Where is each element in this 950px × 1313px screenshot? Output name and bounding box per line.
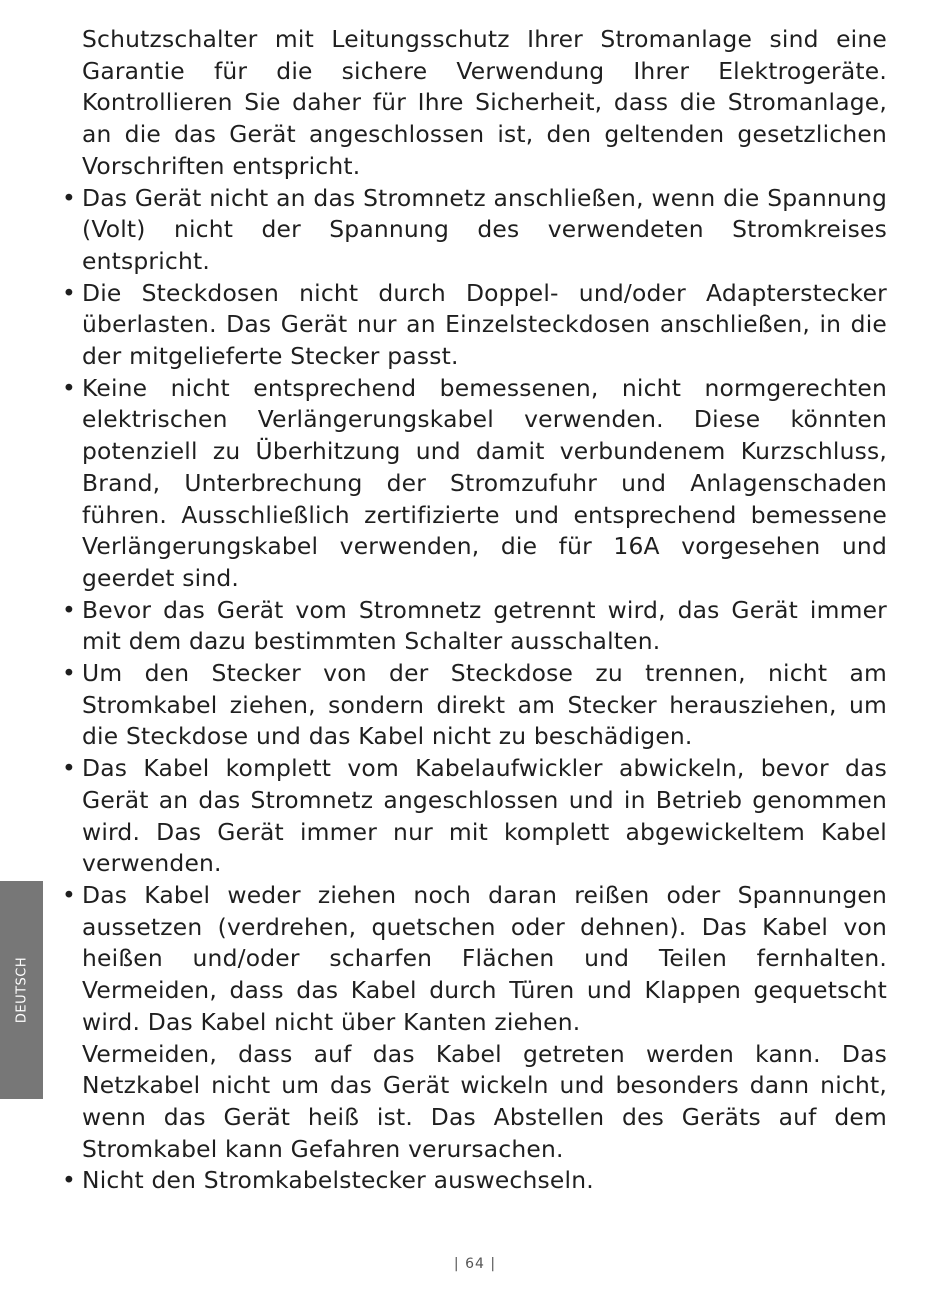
document-body — [60, 24, 887, 1197]
bullet-text: Die Steckdosen nicht durch Doppel- und/oder Adapterstecker überlasten. Das Gerät nur an Einzelsteckdosen anschließen, in die der mitgelieferte Stecker passt. — [82, 278, 887, 371]
bullet-icon: • — [62, 278, 76, 307]
bullet-text: Das Kabel komplett vom Kabelaufwickler abwickeln, bevor das Gerät an das Stromnetz angeschlossen und in Betrieb genommen wird. Das Gerät immer nur mit komplett abgewickeltem Kabel verwenden. — [82, 754, 887, 878]
bullet-icon: • — [62, 880, 76, 909]
bullet-icon: • — [62, 754, 76, 783]
bullet-item — [60, 753, 887, 880]
bullet-item — [60, 880, 887, 1039]
final-bullet-list — [60, 1165, 887, 1197]
bullet-icon: • — [62, 595, 76, 624]
bullet-text: Das Kabel weder ziehen noch daran reißen oder Spannungen aussetzen (verdrehen, quetschen oder dehnen). Das Kabel von heißen und/oder scharfen Flächen und Teilen fernhalten. Vermeiden, dass das Kabel durch Türen und Klappen gequetscht wird. Das Kabel nicht über Kanten ziehen. — [82, 880, 887, 1036]
bullet-item — [60, 373, 887, 595]
bullet-text: Um den Stecker von der Steckdose zu trennen, nicht am Stromkabel ziehen, sondern direkt am Stecker herausziehen, um die Steckdose und das Kabel nicht zu beschädigen. — [82, 659, 887, 751]
bullet-item — [60, 595, 887, 658]
bullet-icon: • — [62, 1166, 76, 1195]
bullet-icon: • — [62, 659, 76, 688]
bullet-icon: • — [62, 183, 76, 212]
language-side-tab — [0, 881, 43, 1099]
bullet-item — [60, 183, 887, 278]
bullet-item — [60, 278, 887, 373]
bullet-text: Keine nicht entsprechend bemessenen, nicht normgerechten elektrischen Verlängerungskabel verwenden. Diese könnten potenziell zu Überhitzung und damit verbundenem Kurzschluss, Brand, Unterbrechung der Stromzufuhr und Anlagenschaden führen. Ausschließlich zertifizierte und entsprechend bemessene Verlängerungskabel verwenden, die für 16A vorgesehen und geerdet sind. — [82, 373, 887, 592]
bullet-text: Nicht den Stromkabelstecker auswechseln. — [82, 1166, 594, 1195]
safety-bullet-list — [60, 183, 887, 1039]
page-number: | 64 | — [453, 1256, 497, 1272]
bullet-icon: • — [62, 373, 76, 402]
intro-paragraph: Schutzschalter mit Leitungsschutz Ihrer Stromanlage sind eine Garantie für die sichere Verwendung Ihrer Elektrogeräte. Kontrollieren Sie daher für Ihre Sicherheit, dass die Stromanlage, an die das Gerät angeschlossen ist, den geltenden gesetzlichen Vorschriften entspricht. — [82, 25, 887, 180]
bullet-text: Das Gerät nicht an das Stromnetz anschließen, wenn die Spannung (Volt) nicht der Spannung des verwendeten Stromkreises entspricht. — [82, 183, 887, 275]
bullet-item — [60, 1165, 887, 1197]
bullet-text: Bevor das Gerät vom Stromnetz getrennt wird, das Gerät immer mit dem dazu bestimmten Schalter ausschalten. — [82, 595, 887, 656]
bullet-item — [60, 658, 887, 753]
language-label: DEUTSCH — [14, 956, 29, 1024]
continuation-paragraph: Vermeiden, dass auf das Kabel getreten werden kann. Das Netzkabel nicht um das Gerät wickeln und besonders dann nicht, wenn das Gerät heiß ist. Das Abstellen des Geräts auf dem Stromkabel kann Gefahren verursachen. — [82, 1039, 887, 1163]
